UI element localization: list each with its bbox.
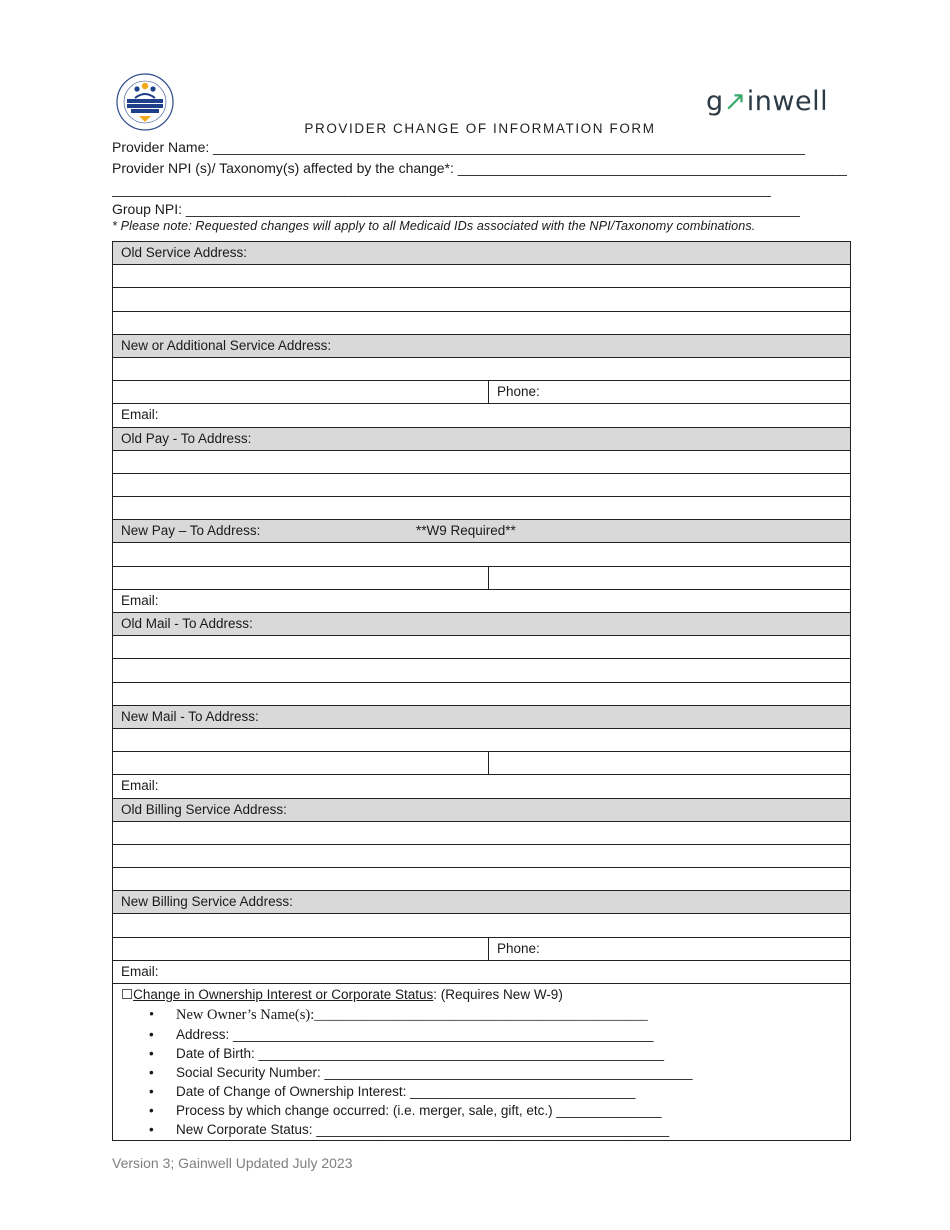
provider-name-field[interactable] <box>112 139 805 155</box>
ownership-change-section <box>113 984 850 1140</box>
group-npi-label: Group NPI: <box>112 201 183 217</box>
new-service-address-header <box>113 335 850 358</box>
ownership-change-title: Change in Ownership Interest or Corporate Status <box>133 987 434 1002</box>
new-mail-to-address-header <box>113 706 850 729</box>
old-billing-address-line-2[interactable] <box>113 845 850 868</box>
email-label: Email: <box>121 963 159 979</box>
ssn-field[interactable]: • Social Security Number: _________________________________________________ <box>149 1063 692 1082</box>
new-service-address-line-2[interactable] <box>113 381 850 404</box>
date-of-change-field[interactable]: • Date of Change of Ownership Interest: ______________________________ <box>149 1082 692 1101</box>
phone-label: Phone: <box>497 384 540 400</box>
new-service-address-label: New or Additional Service Address: <box>121 337 332 353</box>
new-billing-address-label: New Billing Service Address: <box>121 894 293 910</box>
arrow-icon: ↗ <box>723 86 747 117</box>
new-mail-to-email-row[interactable] <box>113 775 850 798</box>
new-billing-phone-cell[interactable] <box>488 938 540 960</box>
new-pay-to-address-header <box>113 520 850 543</box>
provider-npi-blank: ____________________________________________________ <box>457 160 848 176</box>
old-pay-to-address-line-3[interactable] <box>113 497 850 520</box>
old-mail-to-address-line-1[interactable] <box>113 636 850 659</box>
form-title: PROVIDER CHANGE OF INFORMATION FORM <box>304 121 656 136</box>
gainwell-logo: g↗inwell <box>706 86 829 117</box>
old-billing-address-label: Old Billing Service Address: <box>121 801 287 817</box>
address-table <box>112 241 851 1141</box>
new-mail-to-address-label: New Mail - To Address: <box>121 708 259 724</box>
provider-name-blank: _______________________________________________________________________________ <box>213 139 805 155</box>
email-label: Email: <box>121 407 159 423</box>
old-billing-address-line-3[interactable] <box>113 868 850 891</box>
old-mail-to-address-header <box>113 613 850 636</box>
new-corporate-status-field[interactable]: • New Corporate Status: _______________________________________________ <box>149 1120 692 1139</box>
change-process-field[interactable]: • Process by which change occurred: (i.e. merger, sale, gift, etc.) ______________ <box>149 1101 692 1120</box>
new-billing-email-row[interactable] <box>113 961 850 984</box>
old-service-address-line-2[interactable] <box>113 288 850 311</box>
email-label: Email: <box>121 778 159 794</box>
date-of-birth-field[interactable]: • Date of Birth: ______________________________________________________ <box>149 1044 692 1063</box>
email-label: Email: <box>121 592 159 608</box>
old-service-address-header <box>113 242 850 265</box>
new-pay-to-email-row[interactable] <box>113 590 850 613</box>
new-service-phone-cell[interactable] <box>488 381 540 403</box>
group-npi-blank: __________________________________________________________________________________ <box>185 201 800 217</box>
new-billing-address-line-1[interactable] <box>113 914 850 937</box>
owner-address-field[interactable]: • Address: ________________________________________________________ <box>149 1025 692 1044</box>
new-pay-to-right-cell[interactable] <box>488 567 489 589</box>
old-billing-address-line-1[interactable] <box>113 822 850 845</box>
w9-required-note: **W9 Required** <box>416 523 516 539</box>
provider-npi-field[interactable] <box>112 160 847 176</box>
new-billing-address-header <box>113 891 850 914</box>
checkbox-icon[interactable]: ☐ <box>121 987 134 1002</box>
old-pay-to-address-line-2[interactable] <box>113 474 850 497</box>
old-billing-address-header <box>113 799 850 822</box>
new-service-address-line-1[interactable] <box>113 358 850 381</box>
provider-npi-label: Provider NPI (s)/ Taxonomy(s) affected by the change*: <box>112 160 454 176</box>
new-pay-to-address-label: New Pay – To Address: <box>121 523 261 539</box>
new-pay-to-address-line-1[interactable] <box>113 543 850 566</box>
ownership-change-heading[interactable] <box>121 987 563 1003</box>
new-service-email-row[interactable] <box>113 404 850 427</box>
old-pay-to-address-line-1[interactable] <box>113 451 850 474</box>
version-footer: Version 3; Gainwell Updated July 2023 <box>112 1155 353 1171</box>
old-pay-to-address-label: Old Pay - To Address: <box>121 430 252 446</box>
old-service-address-line-1[interactable] <box>113 265 850 288</box>
new-owner-name-field[interactable]: • New Owner’s Name(s):______________________________________________ <box>149 1006 692 1025</box>
old-pay-to-address-header <box>113 428 850 451</box>
old-mail-to-address-label: Old Mail - To Address: <box>121 616 253 631</box>
new-mail-to-right-cell[interactable] <box>488 752 489 774</box>
ownership-change-suffix: : (Requires New W-9) <box>433 987 563 1002</box>
please-note: * Please note: Requested changes will apply to all Medicaid IDs associated with the NPI/Taxonomy combinations. <box>112 219 756 233</box>
phone-label: Phone: <box>497 940 540 956</box>
ownership-fields-list <box>149 1006 692 1139</box>
provider-name-label: Provider Name: <box>112 139 210 155</box>
new-pay-to-address-line-2[interactable] <box>113 567 850 590</box>
old-mail-to-address-line-3[interactable] <box>113 683 850 706</box>
new-mail-to-address-line-1[interactable] <box>113 729 850 752</box>
old-mail-to-address-line-2[interactable] <box>113 659 850 682</box>
group-npi-field[interactable] <box>112 201 800 217</box>
new-billing-address-line-2[interactable] <box>113 938 850 961</box>
old-service-address-label: Old Service Address: <box>121 245 248 260</box>
new-mail-to-address-line-2[interactable] <box>113 752 850 775</box>
provider-npi-blank-line-2[interactable]: ________________________________________________________________________________________ <box>112 181 771 197</box>
old-service-address-line-3[interactable] <box>113 312 850 335</box>
